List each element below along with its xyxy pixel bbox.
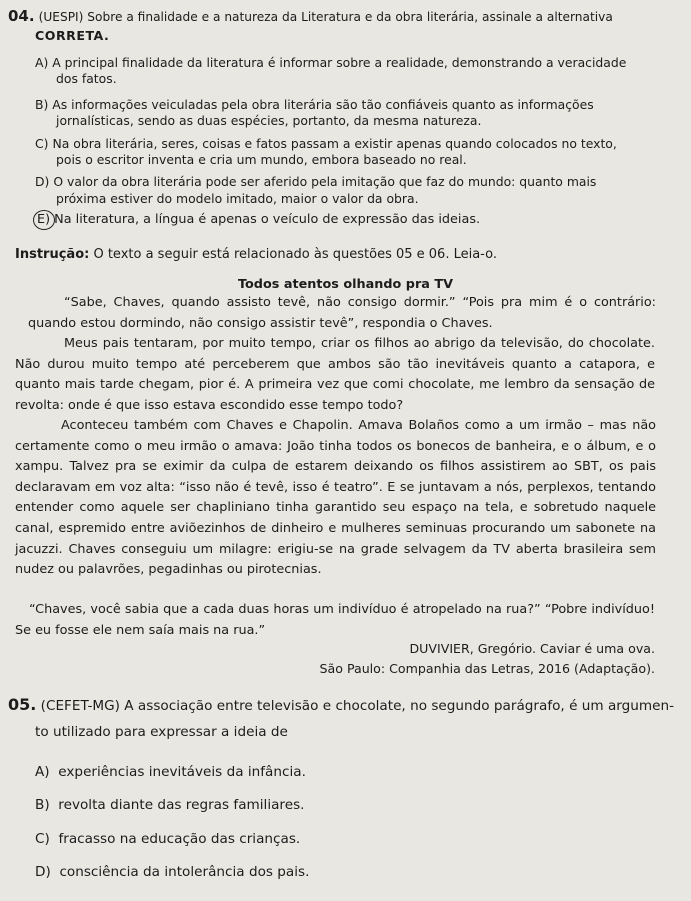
q04-option-b[interactable]: B) As informações veiculadas pela obra literária são tão confiáveis quanto as informações [35,97,594,112]
question-05-number: 05. [8,695,37,714]
q05-option-d[interactable]: D) consciência da intolerância dos pais. [35,864,310,880]
q04-option-a[interactable]: A) A principal finalidade da literatura é informar sobre a realidade, demonstrando a veracidade [35,55,627,70]
q04-option-d[interactable]: D) O valor da obra literária pode ser aferido pela imitação que faz do mundo: quanto mais [35,174,597,189]
text-title: Todos atentos olhando pra TV [237,277,453,292]
instruction-text: O texto a seguir está relacionado às questões 05 e 06. Leia-o. [93,247,497,262]
q05-option-a[interactable]: A) experiências inevitáveis da infância. [35,764,306,780]
q04-option-c[interactable]: C) Na obra literária, seres, coisas e fatos passam a existir apenas quando colocados no texto, [35,136,617,151]
q04-option-d-line2: próxima estiver do modelo imitado, maior o valor da obra. [56,191,419,206]
q04-option-a-line2: dos fatos. [56,71,117,86]
paragraph-1: “Sabe, Chaves, quando assisto tevê, não consigo dormir.” “Pois pra mim é o contrário: quando estou dormindo, não consigo assistir tevê”, respondia o Chaves. [28,295,656,331]
q04-option-e[interactable]: E) Na literatura, a língua é apenas o veículo de expressão das ideias. [37,212,481,227]
paragraph-2: Meus pais tentaram, por muito tempo, criar os filhos ao abrigo da televisão, do chocolate. Não durou muito tempo até perceberem que ambos são tão inevitáveis quanto a catapora, e quanto mais tarde chegam, pior é. A primeira vez que comi chocolate, me lembro da sensação de revolta: onde é que isso estava escondido esse tempo todo? [15,336,655,413]
question-04-stem-line2: CORRETA. [35,28,110,43]
q04-option-c-line2: pois o escritor inventa e cria um mundo, embora baseado no real. [56,152,467,167]
paragraph-4: “Chaves, você sabia que a cada duas horas um indivíduo é atropelado na rua?” “Pobre indivíduo! Se eu fosse ele nem saía mais na rua.” [15,602,655,638]
instruction [15,247,497,262]
reference-line2: São Paulo: Companhia das Letras, 2016 (Adaptação). [319,661,655,676]
q05-option-b[interactable]: B) revolta diante das regras familiares. [35,797,305,813]
paragraph-3: Aconteceu também com Chaves e Chapolin. Amava Bolaños como a um irmão – mas não certamente como o meu irmão o amava: João tinha todos os bonecos de banheira, e o álbum, e o xampu. Talvez pra se eximir da culpa de estarem deixando os filhos assistirem ao SBT, os pais declaravam em voz alta: “isso não é tevê, isso é teatro”. E se juntavam a nós, perplexos, tentando entender como aquele ser chapliniano tinha garantido seu espaço na tela, e sobretudo naquele canal, espremido entre aviõezinhos de dinheiro e mulheres seminuas procurando um sabonete na jacuzzi. Chaves conseguiu um milagre: erigiu-se na grade selvagem da TV aberta brasileira sem nudez ou palavrões, pegadinhas ou pirotecnias. [15,418,656,578]
question-05-stem [8,695,674,716]
reference-line1: DUVIVIER, Gregório. Caviar é uma ova. [409,641,655,656]
question-05-stem-line2: to utilizado para expressar a ideia de [35,724,288,740]
instruction-label: Instrução: [15,247,90,262]
q04-option-b-line2: jornalísticas, sendo as duas espécies, portanto, da mesma natureza. [56,113,482,128]
question-04-stem-line1: (UESPI) Sobre a finalidade e a natureza da Literatura e da obra literária, assinale a alternativa [38,10,613,24]
question-04-stem [8,8,613,26]
question-04-number: 04. [8,7,35,25]
question-05-stem-line1: (CEFET-MG) A associação entre televisão e chocolate, no segundo parágrafo, é um argumen- [40,698,674,714]
q05-option-c[interactable]: C) fracasso na educação das crianças. [35,831,301,847]
